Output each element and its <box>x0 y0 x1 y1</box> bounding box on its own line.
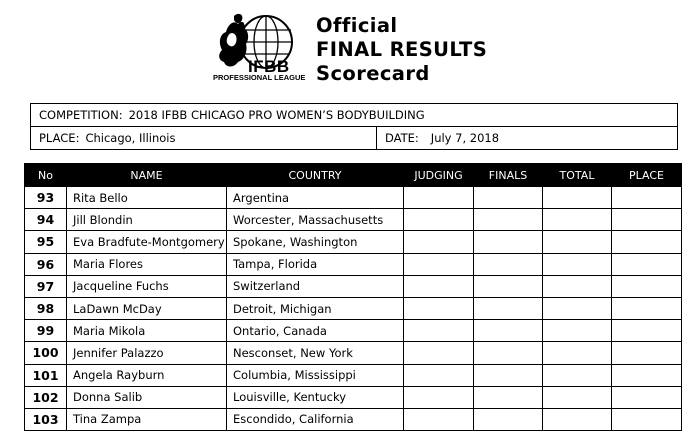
title-line-final-results: FINAL RESULTS <box>316 38 488 61</box>
logo-org-text: IFBB <box>248 57 290 76</box>
judging-score-cell <box>404 231 474 253</box>
place-result-cell <box>612 342 682 364</box>
competitor-country: Worcester, Massachusetts <box>227 209 404 231</box>
total-score-cell <box>543 364 612 386</box>
total-score-cell <box>543 253 612 275</box>
competitor-number: 103 <box>25 408 67 430</box>
competitor-country: Spokane, Washington <box>227 231 404 253</box>
competition-row <box>31 104 677 126</box>
finals-score-cell <box>474 209 543 231</box>
date-cell <box>377 127 677 149</box>
competitor-number: 97 <box>25 275 67 297</box>
judging-score-cell <box>404 253 474 275</box>
date-value: July 7, 2018 <box>430 131 500 145</box>
table-row <box>25 231 682 253</box>
competitor-number: 102 <box>25 386 67 408</box>
competitor-number: 101 <box>25 364 67 386</box>
competitor-name: Tina Zampa <box>67 408 227 430</box>
competitor-number: 94 <box>25 209 67 231</box>
place-result-cell <box>612 187 682 209</box>
place-result-cell <box>612 297 682 319</box>
judging-score-cell <box>404 364 474 386</box>
competitor-country: Argentina <box>227 187 404 209</box>
column-header-place: PLACE <box>612 164 682 187</box>
finals-score-cell <box>474 342 543 364</box>
competitor-name: Maria Flores <box>67 253 227 275</box>
place-date-row <box>31 126 677 149</box>
table-row <box>25 408 682 430</box>
table-row <box>25 297 682 319</box>
place-result-cell <box>612 231 682 253</box>
competitor-number: 100 <box>25 342 67 364</box>
judging-score-cell <box>404 408 474 430</box>
place-result-cell <box>612 408 682 430</box>
competitor-name: Jennifer Palazzo <box>67 342 227 364</box>
column-header-no: No <box>25 164 67 187</box>
competitor-number: 98 <box>25 297 67 319</box>
total-score-cell <box>543 297 612 319</box>
competitor-country: Tampa, Florida <box>227 253 404 275</box>
competitor-country: Switzerland <box>227 275 404 297</box>
finals-score-cell <box>474 275 543 297</box>
place-result-cell <box>612 364 682 386</box>
date-label: DATE: <box>385 131 419 145</box>
total-score-cell <box>543 386 612 408</box>
competitor-number: 99 <box>25 320 67 342</box>
competitor-name: Donna Salib <box>67 386 227 408</box>
table-row <box>25 253 682 275</box>
competitor-name: Jacqueline Fuchs <box>67 275 227 297</box>
competitor-name: Maria Mikola <box>67 320 227 342</box>
judging-score-cell <box>404 209 474 231</box>
competitor-name: Eva Bradfute-Montgomery <box>67 231 227 253</box>
place-result-cell <box>612 320 682 342</box>
place-result-cell <box>612 209 682 231</box>
place-value: Chicago, Illinois <box>85 131 176 145</box>
finals-score-cell <box>474 253 543 275</box>
title-line-scorecard: Scorecard <box>316 62 430 85</box>
scorecard-title <box>316 14 487 86</box>
table-header-row <box>25 164 682 187</box>
table-row <box>25 275 682 297</box>
place-result-cell <box>612 386 682 408</box>
column-header-judging: JUDGING <box>404 164 474 187</box>
competitor-country: Detroit, Michigan <box>227 297 404 319</box>
competitor-country: Louisville, Kentucky <box>227 386 404 408</box>
competitor-name: Angela Rayburn <box>67 364 227 386</box>
column-header-name: NAME <box>67 164 227 187</box>
logo-league-text: PROFESSIONAL LEAGUE <box>213 73 306 82</box>
finals-score-cell <box>474 231 543 253</box>
competitor-name: Rita Bello <box>67 187 227 209</box>
finals-score-cell <box>474 386 543 408</box>
competitor-number: 95 <box>25 231 67 253</box>
column-header-finals: FINALS <box>474 164 543 187</box>
competitor-number: 96 <box>25 253 67 275</box>
place-label: PLACE: <box>39 131 80 145</box>
table-row <box>25 320 682 342</box>
judging-score-cell <box>404 386 474 408</box>
competitor-name: Jill Blondin <box>67 209 227 231</box>
competitor-country: Nesconset, New York <box>227 342 404 364</box>
table-row <box>25 187 682 209</box>
competitor-number: 93 <box>25 187 67 209</box>
table-row <box>25 386 682 408</box>
finals-score-cell <box>474 320 543 342</box>
table-row <box>25 364 682 386</box>
total-score-cell <box>543 320 612 342</box>
competition-info-box <box>30 103 678 150</box>
total-score-cell <box>543 408 612 430</box>
results-table <box>24 163 682 431</box>
competitor-name: LaDawn McDay <box>67 297 227 319</box>
title-line-official: Official <box>316 14 398 37</box>
total-score-cell <box>543 231 612 253</box>
judging-score-cell <box>404 187 474 209</box>
competitor-country: Escondido, California <box>227 408 404 430</box>
place-result-cell <box>612 275 682 297</box>
finals-score-cell <box>474 187 543 209</box>
table-row <box>25 342 682 364</box>
total-score-cell <box>543 209 612 231</box>
finals-score-cell <box>474 364 543 386</box>
table-row <box>25 209 682 231</box>
judging-score-cell <box>404 275 474 297</box>
total-score-cell <box>543 187 612 209</box>
finals-score-cell <box>474 297 543 319</box>
judging-score-cell <box>404 297 474 319</box>
place-result-cell <box>612 253 682 275</box>
total-score-cell <box>543 275 612 297</box>
judging-score-cell <box>404 320 474 342</box>
competitor-country: Columbia, Mississippi <box>227 364 404 386</box>
column-header-total: TOTAL <box>543 164 612 187</box>
total-score-cell <box>543 342 612 364</box>
competitor-country: Ontario, Canada <box>227 320 404 342</box>
finals-score-cell <box>474 408 543 430</box>
judging-score-cell <box>404 342 474 364</box>
competition-cell <box>31 104 425 126</box>
competition-value: 2018 IFBB CHICAGO PRO WOMEN’S BODYBUILDING <box>128 108 425 122</box>
competition-label: COMPETITION: <box>39 108 123 122</box>
place-cell <box>31 127 377 149</box>
column-header-country: COUNTRY <box>227 164 404 187</box>
